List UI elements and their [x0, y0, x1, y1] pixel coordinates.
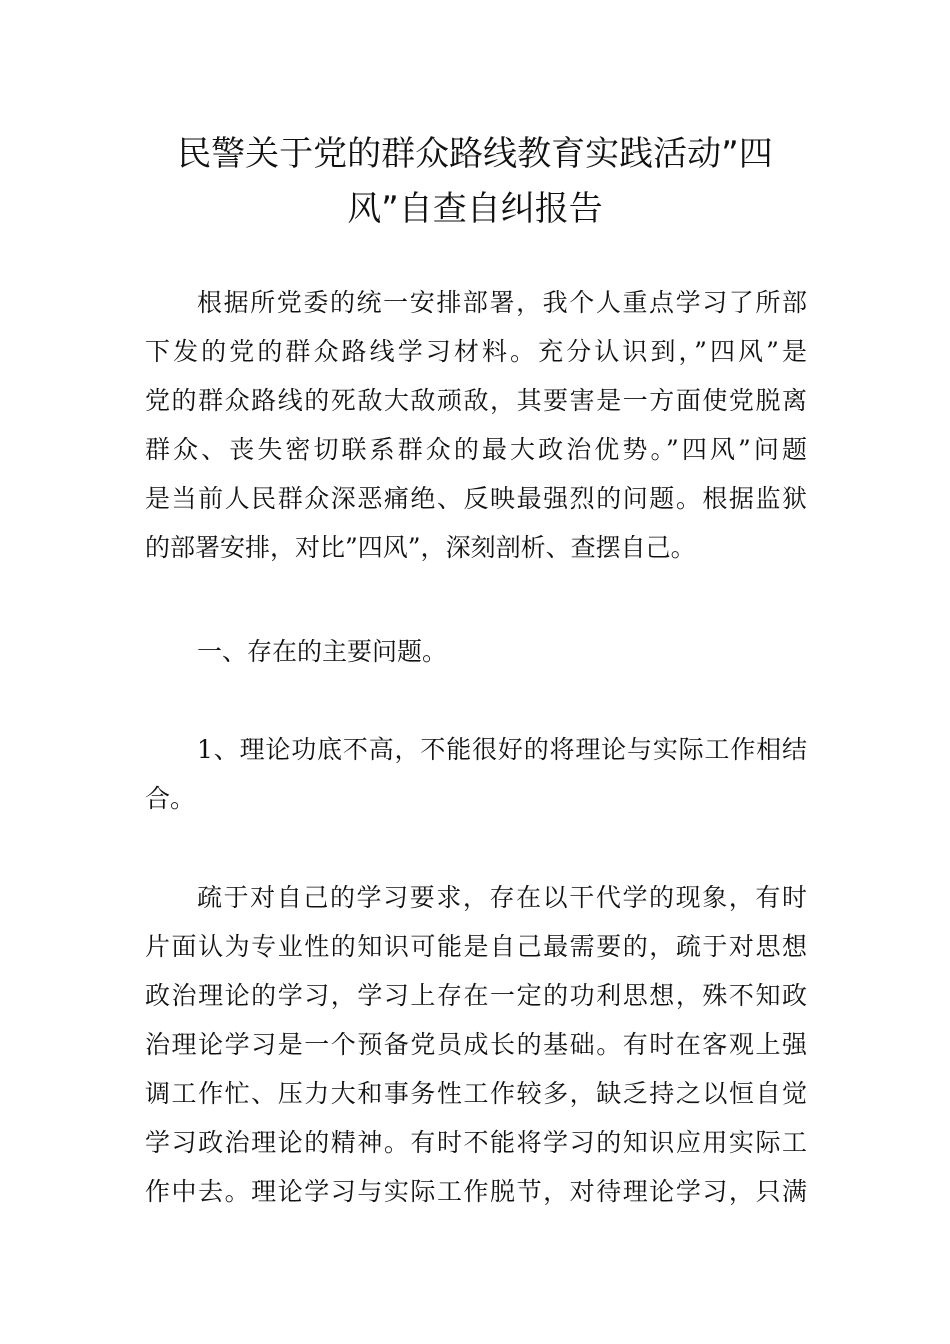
paragraph-study-issues — [145, 873, 807, 1216]
paragraph-line: 的部署安排，对比”四风”，深刻剖析、查摆自己。 — [145, 533, 696, 562]
paragraph-line: 作中去。理论学习与实际工作脱节，对待理论学习，只满 — [145, 1177, 807, 1206]
section-heading-line: 一、存在的主要问题。 — [197, 637, 448, 666]
paragraph-line: 学习政治理论的精神。有时不能将学习的知识应用实际工 — [145, 1128, 807, 1157]
section-heading-main-problems — [145, 627, 807, 676]
subsection-heading-line: 1、理论功底不高，不能很好的将理论与实际工作相结 — [197, 735, 807, 764]
paragraph-line: 治理论学习是一个预备党员成长的基础。有时在客观上强 — [145, 1030, 807, 1059]
paragraph-line: 群众、丧失密切联系群众的最大政治优势。”四风”问题 — [145, 435, 807, 464]
paragraph-line: 片面认为专业性的知识可能是自己最需要的，疏于对思想 — [145, 932, 807, 961]
document-title-line-1: 民警关于党的群众路线教育实践活动”四 — [177, 134, 773, 174]
paragraph-line: 下发的党的群众路线学习材料。充分认识到，”四风”是 — [145, 337, 807, 366]
paragraph-line: 政治理论的学习，学习上存在一定的功利思想，殊不知政 — [145, 981, 807, 1010]
paragraph-line: 疏于对自己的学习要求，存在以干代学的现象，有时 — [197, 883, 807, 912]
paragraph-line: 根据所党委的统一安排部署，我个人重点学习了所部 — [197, 288, 807, 317]
document-title-line-2: 风”自查自纠报告 — [347, 189, 603, 229]
paragraph-line: 党的群众路线的死敌大敌顽敌，其要害是一方面使党脱离 — [145, 386, 807, 415]
paragraph-intro — [145, 278, 807, 572]
paragraph-line: 是当前人民群众深恶痛绝、反映最强烈的问题。根据监狱 — [145, 484, 807, 513]
paragraph-line: 调工作忙、压力大和事务性工作较多，缺乏持之以恒自觉 — [145, 1079, 807, 1108]
subsection-heading-line: 合。 — [145, 784, 196, 813]
subsection-heading-theory — [145, 725, 807, 823]
